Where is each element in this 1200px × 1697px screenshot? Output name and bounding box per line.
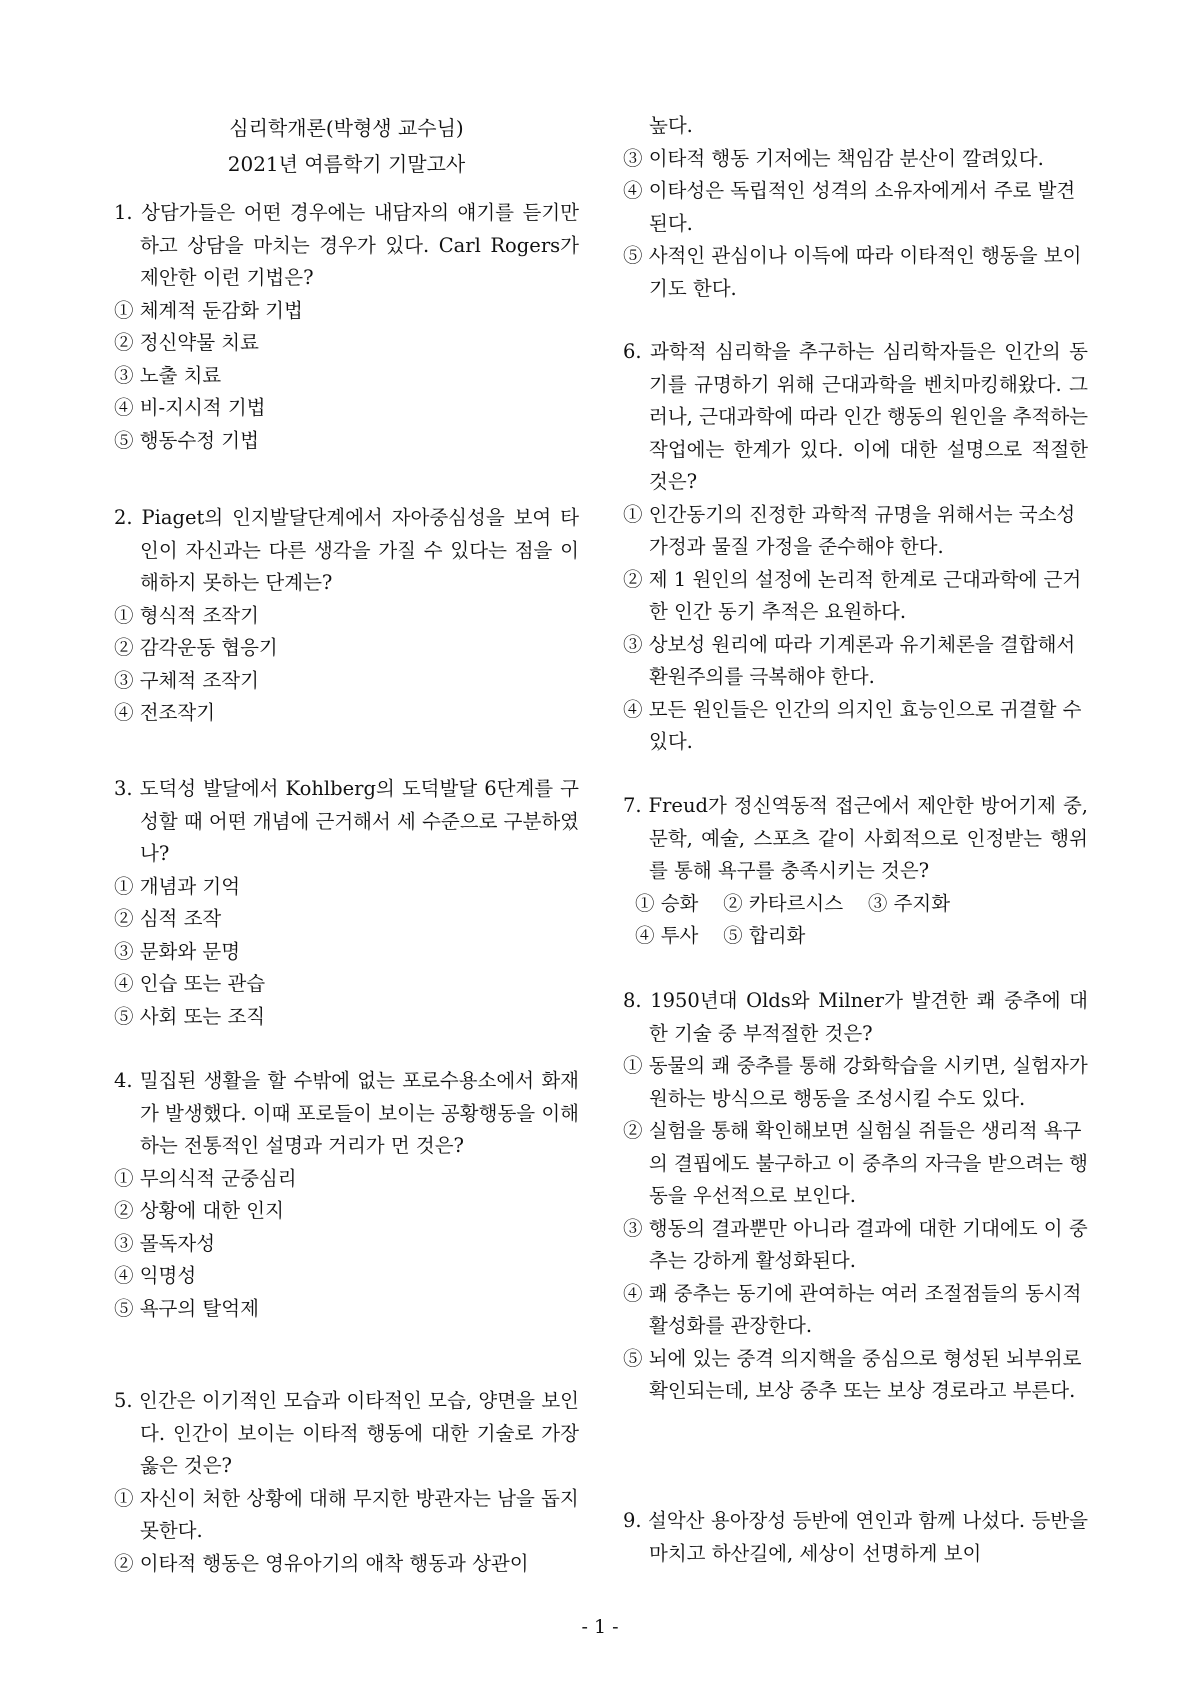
option: ② 제 1 원인의 설정에 논리적 한계로 근대과학에 근거한 인간 동기 추적은 요원하다. [623,567,1082,623]
question-stem: 7. Freud가 정신역동적 접근에서 제안한 방어기제 중, 문학, 예술, 스포츠 같이 사회적으로 인정받는 행위를 통해 욕구를 충족시키는 것은? [623,794,1088,882]
option: ② 심적 조작 [114,907,222,930]
question-7 [623,790,1088,953]
question-stem: 3. 도덕성 발달에서 Kohlberg의 도덕발달 6단계를 구성할 때 어떤 개념에 근거해서 세 수준으로 구분하였나? [114,777,579,865]
option: ② 상황에 대한 인지 [114,1199,284,1222]
exam-subtitle: 2021년 여름학기 기말고사 [227,152,466,176]
option: ④ 모든 원인들은 인간의 의지인 효능인으로 귀결할 수 있다. [623,697,1082,753]
question-6 [623,336,1088,759]
question-stem: 8. 1950년대 Olds와 Milner가 발견한 쾌 중추에 대한 기술 중 부적절한 것은? [623,989,1088,1045]
option: ③ 구체적 조작기 [114,668,259,692]
option: ⑤ 사적인 관심이나 이득에 따라 이타적인 행동을 보이기도 한다. [623,244,1082,300]
option: ① 체계적 둔감화 기법 [114,298,303,322]
option: ② 이타적 행동은 영유아기의 애착 행동과 상관이 [114,1551,529,1575]
option: ③ 문화와 문명 [114,939,241,963]
option: ① 형식적 조작기 [114,603,259,627]
question-1 [114,197,579,457]
option: ⑤ 사회 또는 조직 [114,1004,266,1028]
question-9 [623,1505,1088,1570]
option-continuation: 높다. [649,114,693,137]
option: ③ 행동의 결과뿐만 아니라 결과에 대한 기대에도 이 중추는 강하게 활성화된다. [623,1216,1088,1272]
option: ④ 이타성은 독립적인 성격의 소유자에게서 주로 발견된다. [623,179,1076,235]
question-stem: 9. 설악산 용아장성 등반에 연인과 함께 나섰다. 등반을 마치고 하산길에, 세상이 선명하게 보이 [623,1509,1088,1565]
question-stem: 2. Piaget의 인지발달단계에서 자아중심성을 보여 타인이 자신과는 다른 생각을 가질 수 있다는 점을 이해하지 못하는 단계는? [114,506,579,594]
exam-title: 심리학개론(박형생 교수님) [229,116,464,140]
option-row: ④ 투사 ⑤ 합리화 [635,924,806,947]
option: ⑤ 욕구의 탈억제 [114,1296,259,1320]
question-stem: 6. 과학적 심리학을 추구하는 심리학자들은 인간의 동기를 규명하기 위해 근대과학을 벤치마킹해왔다. 그러나, 근대과학에 따라 인간 행동의 원인을 추적하는 작업에는 한계가 있다. 이에 대한 설명으로 적절한 것은? [623,340,1088,493]
question-8 [623,985,1088,1408]
question-3 [114,773,579,1033]
option: ③ 몰독자성 [114,1231,216,1255]
option-row: ① 승화 ② 카타르시스 ③ 주지화 [635,891,951,915]
question-2 [114,502,579,730]
option: ④ 인습 또는 관습 [114,972,266,995]
option: ① 자신이 처한 상황에 대해 무지한 방관자는 남을 돕지 못한다. [114,1486,579,1542]
option: ③ 노출 치료 [114,363,222,387]
question-stem: 4. 밀집된 생활을 할 수밖에 없는 포로수용소에서 화재가 발생했다. 이때 포로들이 보이는 공황행동을 이해하는 전통적인 설명과 거리가 먼 것은? [114,1069,579,1157]
option: ④ 쾌 중추는 동기에 관여하는 여러 조절점들의 동시적 활성화를 관장한다. [623,1281,1082,1337]
option: ④ 익명성 [114,1264,197,1287]
option: ④ 비-지시적 기법 [114,396,266,419]
option: ② 실험을 통해 확인해보면 실험실 쥐들은 생리적 욕구의 결핍에도 불구하고 이 중추의 자극을 받으려는 행동을 우선적으로 보인다. [623,1119,1088,1207]
question-4 [114,1065,579,1325]
option: ② 정신약물 치료 [114,331,259,354]
option: ④ 전조작기 [114,701,216,724]
option: ③ 상보성 원리에 따라 기계론과 유기체론을 결합해서 환원주의를 극복해야 한다. [623,632,1076,688]
option: ② 감각운동 협응기 [114,636,278,659]
question-stem: 5. 인간은 이기적인 모습과 이타적인 모습, 양면을 보인다. 인간이 보이는 이타적 행동에 대한 기술로 가장 옳은 것은? [114,1389,579,1477]
option: ⑤ 행동수정 기법 [114,428,259,452]
option: ① 인간동기의 진정한 과학적 규명을 위해서는 국소성 가정과 물질 가정을 준수해야 한다. [623,502,1076,558]
option: ① 개념과 기억 [114,874,241,898]
option: ① 무의식적 군중심리 [114,1166,297,1190]
page-number: - 1 - [581,1616,619,1638]
option: ⑤ 뇌에 있는 중격 의지핵을 중심으로 형성된 뇌부위로 확인되는데, 보상 중추 또는 보상 경로라고 부른다. [623,1346,1082,1402]
question-5 [114,1385,579,1580]
option: ③ 이타적 행동 기저에는 책임감 분산이 깔려있다. [623,146,1044,170]
option: ① 동물의 쾌 중추를 통해 강화학습을 시키면, 실험자가 원하는 방식으로 행동을 조성시킬 수도 있다. [623,1054,1088,1110]
question-stem: 1. 상담가들은 어떤 경우에는 내담자의 얘기를 듣기만 하고 상담을 마치는 경우가 있다. Carl Rogers가 제안한 이런 기법은? [114,201,579,289]
question-5-continued [623,110,1088,305]
